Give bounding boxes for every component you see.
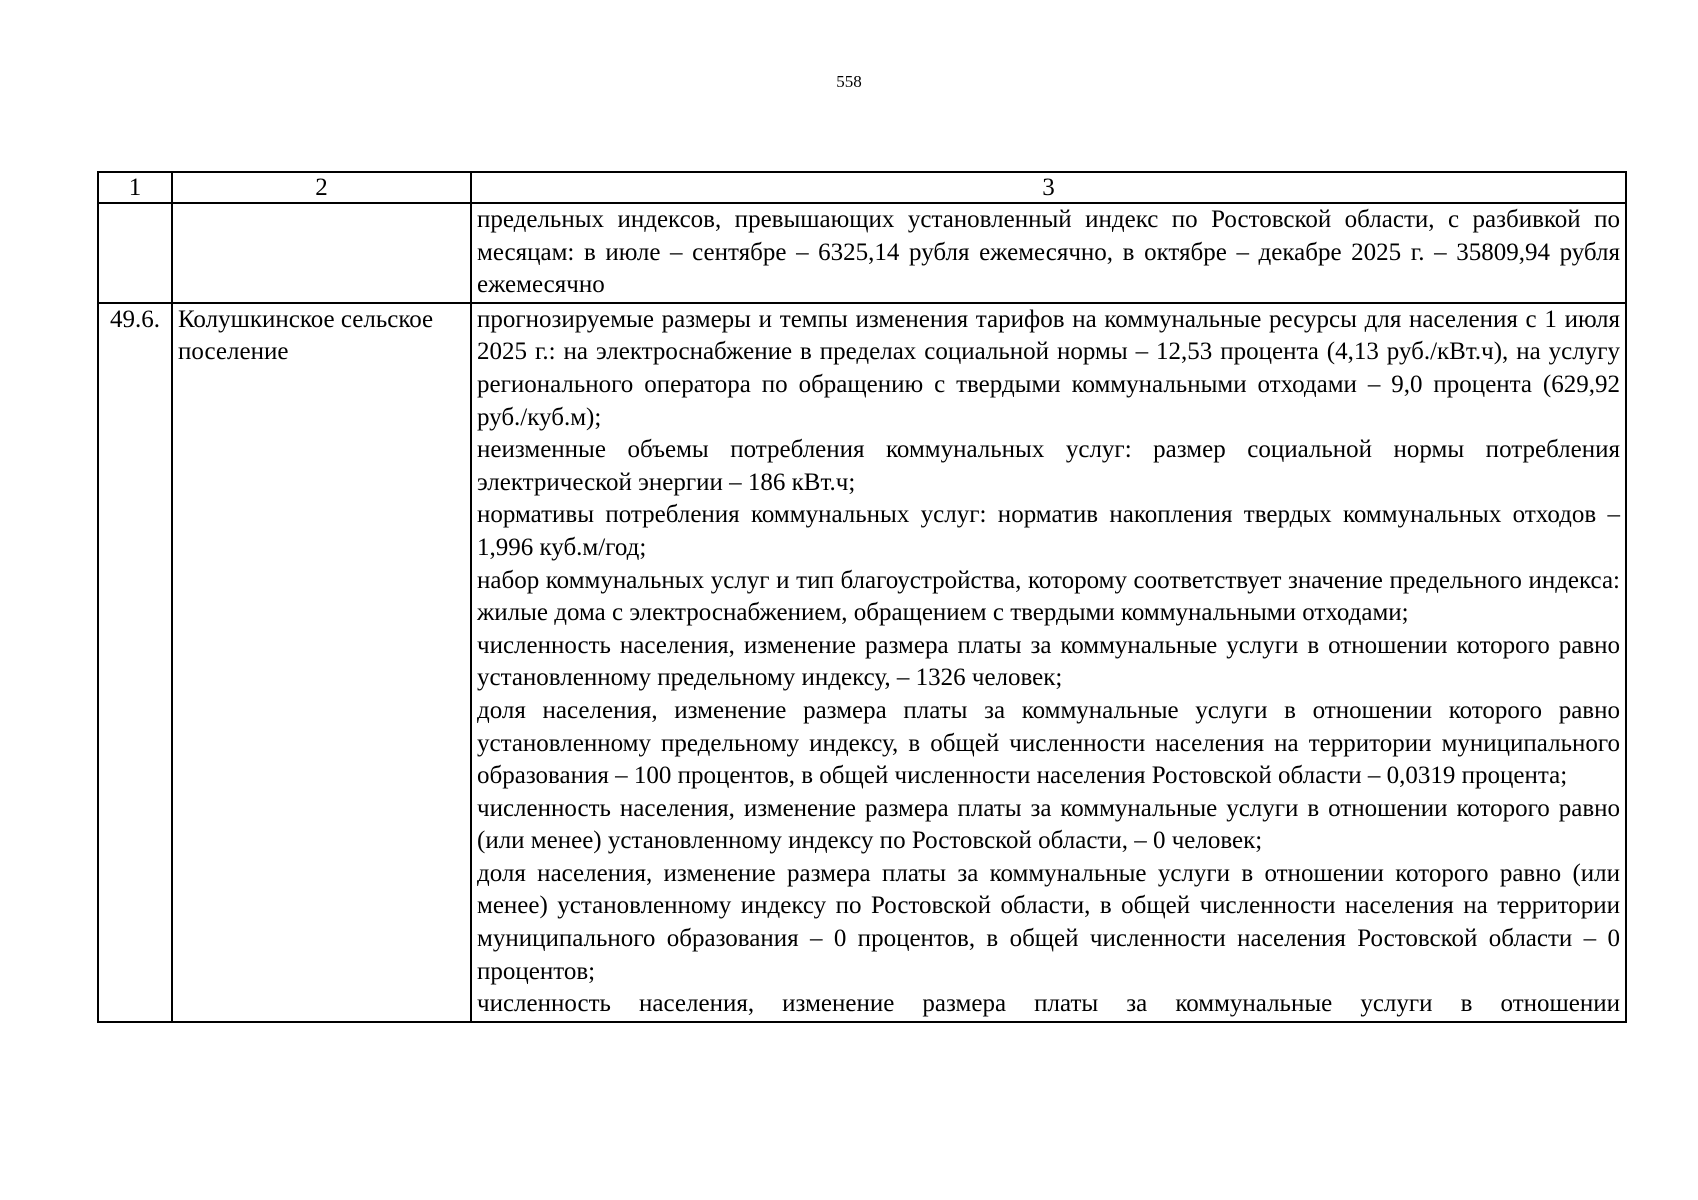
row-municipality	[172, 203, 471, 303]
row-description	[471, 303, 1626, 1022]
description-paragraph: численность населения, изменение размера платы за коммунальные услуги в отношении которого равно (или менее) установленному индексу по Ростовской области, – 0 человек;	[477, 794, 1620, 855]
table-row-continuation	[98, 203, 1626, 303]
description-paragraph: численность населения, изменение размера платы за коммунальные услуги в отношении которого равно установленному предельному индексу, – 1326 человек;	[477, 631, 1620, 692]
page-number: 558	[836, 72, 862, 91]
header-col-1: 1	[98, 172, 172, 203]
row-description	[471, 203, 1626, 303]
description-paragraph: нормативы потребления коммунальных услуг: норматив накопления твердых коммунальных отходов – 1,996 куб.м/год;	[477, 501, 1620, 561]
table-row-49-6	[98, 303, 1626, 1022]
header-col-2: 2	[172, 172, 471, 203]
row-number	[98, 203, 172, 303]
description-paragraph: численность населения, изменение размера платы за коммунальные услуги в отношении	[477, 990, 1620, 1018]
row-municipality	[172, 303, 471, 1022]
description-paragraph: неизменные объемы потребления коммунальных услуг: размер социальной нормы потребления электрической энергии – 186 кВт.ч;	[477, 436, 1620, 496]
description-paragraph: предельных индексов, превышающих установленный индекс по Ростовской области, с разбивкой по месяцам: в июле – сентябре – 6325,14 рубля ежемесячно, в октябре – декабре 2025 г. – 35809,94 рубля ежемесячно	[477, 206, 1620, 299]
table-header-row	[98, 172, 1626, 203]
header-col-3: 3	[471, 172, 1626, 203]
document-table	[97, 171, 1627, 1023]
description-paragraph: доля населения, изменение размера платы за коммунальные услуги в отношении которого равно (или менее) установленному индексу по Ростовской области, в общей численности населения на территории муниципального образования – 0 процентов, в общей численности населения Ростовской области – 0 процентов;	[477, 859, 1620, 985]
row-number: 49.6.	[98, 303, 172, 1022]
description-paragraph: доля населения, изменение размера платы за коммунальные услуги в отношении которого равно установленному предельному индексу, в общей численности населения на территории муниципального образования – 100 процентов, в общей численности населения Ростовской области – 0,0319 процента;	[477, 696, 1620, 790]
description-paragraph: набор коммунальных услуг и тип благоустройства, которому соответствует значение предельного индекса: жилые дома с электроснабжением, обращением с твердыми коммунальными отходами;	[477, 566, 1620, 627]
description-paragraph: прогнозируемые размеры и темпы изменения тарифов на коммунальные ресурсы для населения с 1 июля 2025 г.: на электроснабжение в пределах социальной нормы – 12,53 процента (4,13 руб./кВт.ч), на услугу регионального оператора по обращению с твердыми коммунальными отходами – 9,0 процента (629,92 руб./куб.м);	[477, 305, 1620, 431]
municipality-name: Колушкинское сельское поселение	[178, 305, 434, 366]
